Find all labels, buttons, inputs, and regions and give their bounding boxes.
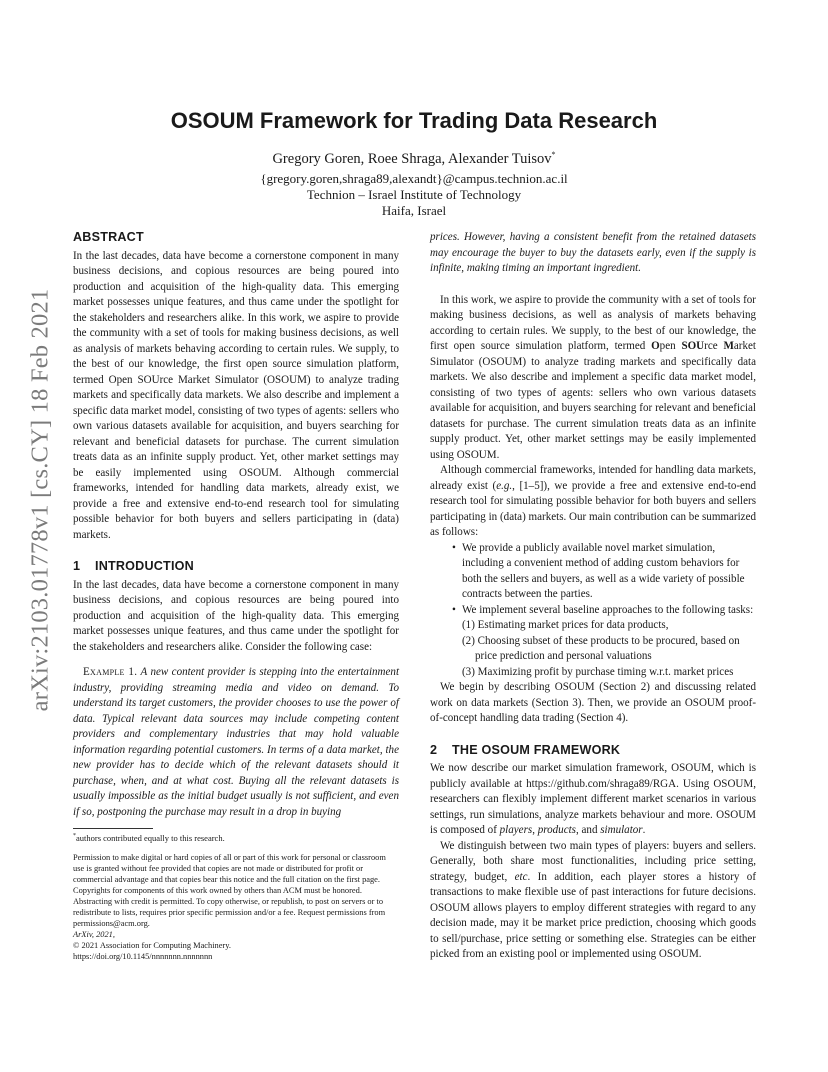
example-1 bbox=[73, 665, 399, 820]
framework-p2-start: We distinguish between two main types of players: buyers and sellers. Generally, both share most functionalities, including price setting, strategy, budget, bbox=[430, 839, 756, 883]
permission-text: Permission to make digital or hard copies of all or part of this work for personal or classroom use is granted without fee provided that copies are not made or distributed for profit or commercial advantage and that copies bear this notice and the full citation on the first page. Copyrights for components of this work owned by others than ACM must be honored. Abstracting with credit is permitted. To copy otherwise, or republish, to post on servers or to redistribute to lists, requires prior specific permission and/or a fee. Request permissions from permissions@acm.org. bbox=[73, 852, 386, 928]
intro-number: 1 bbox=[73, 559, 81, 573]
contribution-text-end: rket Simulator (OSOUM) to analyze trading markets and specifically data markets. We also describe and implement a specific data market model, consisting of two types of agents: sellers who own various datasets available for acquisition, and buyers searching for relevant and beneficial datasets for purchase. The current simulation treats data as an infinite supply product. Yet, other market settings may be easily implemented using OSOUM. bbox=[430, 340, 756, 461]
example-text: A new content provider is stepping into the entertainment industry, providing streaming media and video on demand. To understand its target customers, the provider chooses to use the power of data. Typical relevant data sources may include competing content providers and complementary industries that may hold valuable information regarding potential customers. In terms of a data market, the new provider has to decide which of the relevant datasets should it purchase, when, and at what cost. Buying all the relevant datasets is usually impossible as the initial budget usually is not sufficient, and even if so, postponing the purchase may result in a drop in buying bbox=[73, 666, 400, 818]
framework-paragraph-2 bbox=[430, 839, 756, 963]
framework-text-start: We now describe our market simulation framework, OSOUM, which is publicly available at https://github.com/shraga89/RGA. Using OSOUM, researchers can flexibly implement different market scenarios in various settings, run simulations, analyze markets behaviour and more. OSOUM is composed of bbox=[430, 762, 756, 836]
etc-abbrev: etc bbox=[514, 870, 528, 883]
footnote-mark: * bbox=[73, 833, 76, 839]
affiliation: Technion – Israel Institute of Technology bbox=[306, 187, 522, 202]
contribution-paragraph: In this work, we aspire to provide the community with a set of tools for making business decisions, as well as analysis of markets behaving according to certain rules. We supply, to the best of our knowledge, the first open source simulation platform, termed Open SOUrce Market Simulator (OSOUM) to analyze trading markets and specifically data markets. We also describe and implement a specific data market model, consisting of two types of agents: sellers who own various datasets available for acquisition, and buyers searching for relevant and beneficial datasets for purchase. The current simulation treats data as an infinite supply product. Yet, other market settings may be easily implemented using OSOUM. bbox=[430, 293, 756, 461]
doi: https://doi.org/10.1145/nnnnnnn.nnnnnnn bbox=[73, 951, 213, 961]
venue: ArXiv, 2021, bbox=[73, 929, 115, 939]
arxiv-identifier-margin bbox=[20, 290, 60, 710]
author-footnote bbox=[73, 831, 399, 844]
task-item-3: (3) Maximizing profit by purchase timing w.r.t. market prices bbox=[462, 665, 734, 678]
framework-p2-end: . In addition, each player stores a history of transactions to make flexible use of past interactions for future decisions. OSOUM allows players to employ different strategies with regard to any decision made, may it be market price prediction, choosing which goods to sell/purchase, price setting or something else. Strategies can be either picked from an existing pool or implemented using OSOUM. bbox=[430, 870, 757, 960]
left-column bbox=[73, 230, 399, 962]
contribution-item-2 bbox=[462, 603, 756, 681]
task-item-1: (1) Estimating market prices for data products, bbox=[462, 619, 669, 631]
permission-block bbox=[73, 852, 399, 962]
footnote-rule bbox=[73, 828, 153, 829]
term-players: players bbox=[499, 824, 533, 836]
framework-number: 2 bbox=[430, 742, 438, 757]
example-label: Example 1. bbox=[83, 666, 138, 678]
framework-title: THE OSOUM FRAMEWORK bbox=[452, 742, 621, 757]
authors bbox=[0, 150, 828, 168]
term-simulator: simulator bbox=[600, 824, 643, 836]
frameworks-paragraph bbox=[430, 463, 756, 541]
contribution-text-start: In this work, we aspire to provide the community with a set of tools for making business decisions, as well as analysis of markets behaving according to certain rules. We supply, to the best of our knowledge, the first open source simulation platform, termed bbox=[430, 293, 756, 352]
arxiv-identifier: arXiv:2103.01778v1 [cs.CY] 18 Feb 2021 bbox=[26, 288, 54, 712]
footnote-text: authors contributed equally to this research. bbox=[76, 832, 225, 843]
example-1-continuation: prices. However, having a consistent benefit from the retained datasets may encourage the buyer to buy the datasets early, even if the supply is infinite, making timing an important ingredient. bbox=[430, 231, 756, 274]
frameworks-text-start: Although commercial frameworks, intended for handling data markets, already exist ( bbox=[430, 464, 756, 492]
framework-paragraph-1: We now describe our market simulation framework, OSOUM, which is publicly available at https://github.com/shraga89/RGA. Using OSOUM, researchers can flexibly implement different market scenarios in various settings, run simulations, analyze markets behaviour and more. OSOUM is composed of players, products, and simulator. bbox=[430, 762, 756, 836]
eg-abbrev: e.g. bbox=[496, 479, 513, 492]
contribution-list bbox=[430, 541, 756, 681]
right-column bbox=[430, 230, 756, 963]
intro-title: INTRODUCTION bbox=[95, 559, 194, 573]
contribution-item-2-text: We implement several baseline approaches to the following tasks: bbox=[462, 603, 754, 616]
author-emails: {gregory.goren,shraga89,alexandt}@campus.technion.ac.il bbox=[260, 171, 568, 186]
term-products: products bbox=[537, 824, 576, 836]
intro-text: In the last decades, data have become a cornerstone component in many business decisions, and copious resources are being poured into production and acquisition of the high-quality data. This emerging market possesses unique features, and thus came under the spotlight for the stakeholders and researchers alike. Consider the following case: bbox=[73, 578, 399, 653]
framework-and: and bbox=[581, 824, 598, 836]
location: Haifa, Israel bbox=[381, 203, 447, 218]
task-list bbox=[462, 618, 756, 680]
task-item-2: (2) Choosing subset of these products to be procured, based on price prediction and personal valuations bbox=[462, 634, 740, 662]
author-footnote-mark: * bbox=[551, 150, 556, 159]
abstract-text: In the last decades, data have become a cornerstone component in many business decisions, and copious resources are being poured into production and acquisition of the high-quality data. This emerging market possesses unique features, and thus came under the spotlight for the stakeholders and researchers alike. In this work, we aspire to provide the community with a set of tools for making business decisions, as well as analysis of markets behaving according to certain rules. We supply, to the best of our knowledge, the first open source simulation platform, termed Open SOUrce Market Simulator (OSOUM) to analyze trading markets and specifically data markets. We also describe and implement a specific data market model, consisting of two types of agents: sellers who own various datasets available for acquisition, and buyers searching for relevant and beneficial datasets for purchase. The current simulation treats data as an infinite supply product. Yet, other market settings may be easily implemented using OSOUM. Although commercial frameworks, intended for handling data markets, already exist, we provide a free and extensive end-to-end research tool for simulating possible behavior for both buyers and sellers participating in (data) markets. bbox=[73, 249, 399, 541]
author-names: Gregory Goren, Roee Shraga, Alexander Tuisov bbox=[272, 150, 552, 167]
paper-title: OSOUM Framework for Trading Data Research bbox=[170, 108, 658, 133]
contribution-item-1: • We provide a publicly available novel market simulation, including a convenient method of adding custom behaviors for both the sellers and buyers, as well as a wide variety of possible contracts between the parties. bbox=[462, 541, 756, 603]
outline-paragraph: We begin by describing OSOUM (Section 2) and discussing related work on data markets (Section 3). Then, we provide an OSOUM proof-of-concept handling data trading (Section 4). bbox=[430, 681, 756, 724]
framework-heading bbox=[430, 743, 756, 759]
abstract-heading: ABSTRACT bbox=[73, 230, 144, 244]
intro-heading bbox=[73, 559, 399, 575]
frameworks-text-end: , [1–5]), we provide a free and extensive end-to-end research tool for simulating possible behavior for both buyers and sellers participating in (data) markets. Our main contribution can be summarized as follows: bbox=[430, 479, 756, 538]
copyright: © 2021 Association for Computing Machinery. bbox=[73, 940, 231, 950]
